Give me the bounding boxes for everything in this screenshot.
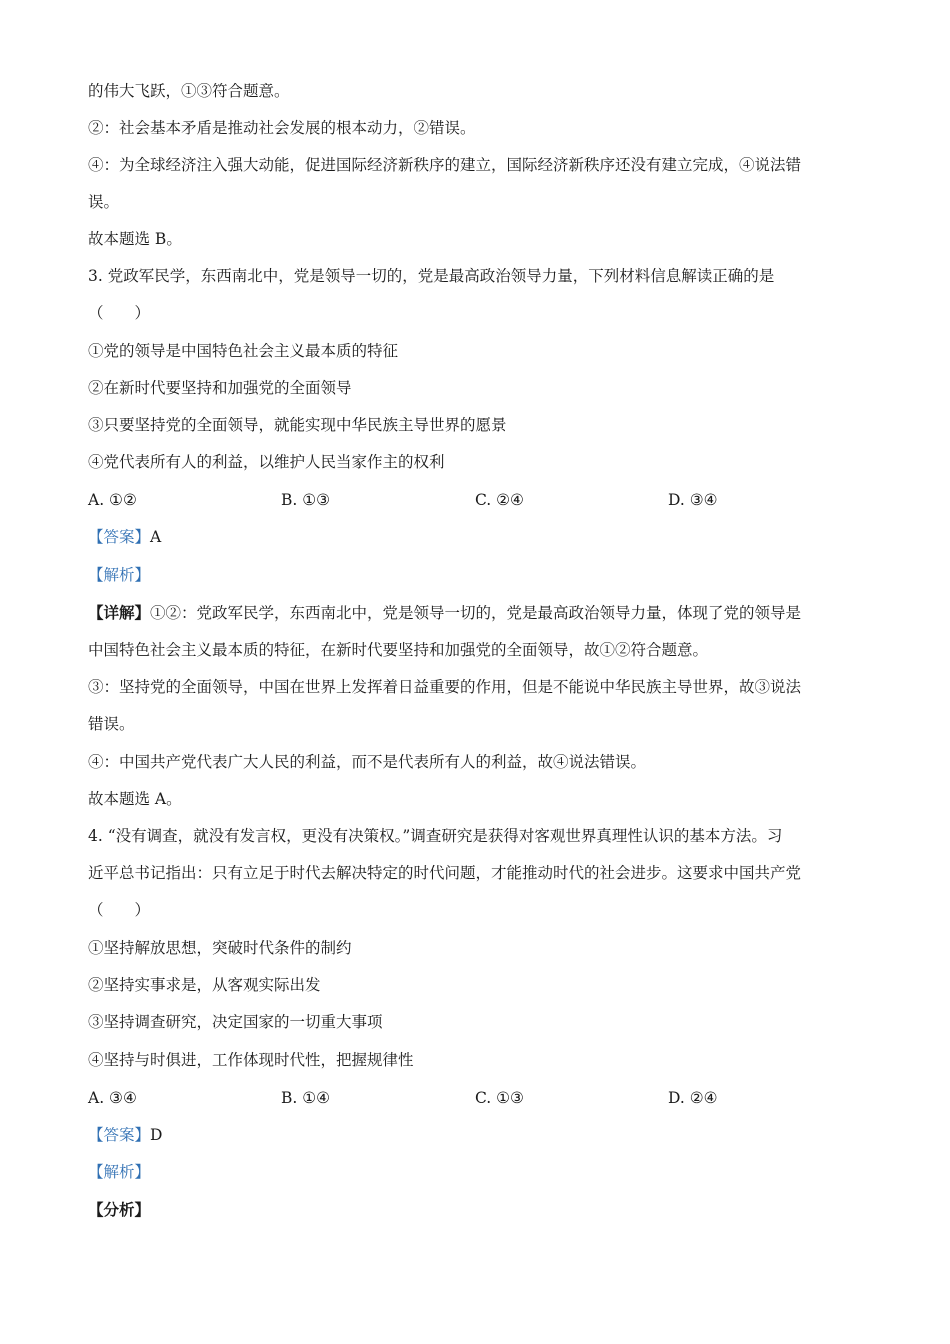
q2-conclusion: 故本题选 B。 [88,230,182,248]
q3-answer [88,527,868,547]
q3-item-3: ③只要坚持党的全面领导，就能实现中华民族主导世界的愿景 [88,416,507,434]
q3-option-c: C. ②④ [475,491,524,509]
q3-detail-line-2b: 错误。 [88,715,135,733]
q4-item-2: ②坚持实事求是，从客观实际出发 [88,976,321,994]
q3-stem-line-2: （ ） [88,304,151,322]
q4-item-4: ④坚持与时俱进，工作体现时代性，把握规律性 [88,1051,414,1069]
q4-fenxi-label: 【分析】 [88,1200,151,1219]
q3-option-d: D. ③④ [668,491,718,509]
q4-answer-label: 【答案】 [88,1126,151,1144]
q4-stem-line-2: 近平总书记指出：只有立足于时代去解决特定的时代问题，才能推动时代的社会进步。这要求中国共产党 [88,864,802,882]
q3-detail-text-1a: ①②：党政军民学，东西南北中，党是领导一切的，党是最高政治领导力量，体现了党的领导是 [150,604,802,622]
q3-analysis-label: 【解析】 [88,566,151,584]
q3-detail-label: 【详解】 [88,603,151,622]
q3-option-b: B. ①③ [281,491,331,509]
q3-detail-line-2a: ③：坚持党的全面领导，中国在世界上发挥着日益重要的作用，但是不能说中华民族主导世界，故③说法 [88,678,802,696]
q3-answer-label: 【答案】 [88,528,151,546]
q3-detail-line-3: ④：中国共产党代表广大人民的利益，而不是代表所有人的利益，故④说法错误。 [88,753,647,771]
q3-stem-line-1: 3. 党政军民学，东西南北中，党是领导一切的，党是最高政治领导力量，下列材料信息解读正确的是 [88,267,775,285]
q2-tail-line-1: 的伟大飞跃，①③符合题意。 [88,82,290,100]
q4-stem-line-1: 4. “没有调查，就没有发言权，更没有决策权。”调查研究是获得对客观世界真理性认识的基本方法。习 [88,827,783,845]
q4-stem-line-3: （ ） [88,901,151,919]
q4-option-b: B. ①④ [281,1089,331,1107]
q4-analysis-label: 【解析】 [88,1163,151,1181]
q4-item-3: ③坚持调查研究，决定国家的一切重大事项 [88,1013,383,1031]
q4-option-c: C. ①③ [475,1089,524,1107]
q3-detail-line-1a [88,603,868,623]
q2-tail-line-3a: ④：为全球经济注入强大动能，促进国际经济新秩序的建立，国际经济新秩序还没有建立完成，④说法错 [88,156,802,174]
q3-conclusion: 故本题选 A。 [88,790,182,808]
q4-answer-value: D [150,1126,163,1144]
q3-item-1: ①党的领导是中国特色社会主义最本质的特征 [88,342,399,360]
q2-tail-line-2: ②：社会基本矛盾是推动社会发展的根本动力，②错误。 [88,119,476,137]
q4-item-1: ①坚持解放思想，突破时代条件的制约 [88,939,352,957]
q3-item-2: ②在新时代要坚持和加强党的全面领导 [88,379,352,397]
q3-option-a: A. ①② [88,491,137,509]
q4-option-d: D. ②④ [668,1089,718,1107]
q2-tail-line-3b: 误。 [88,193,120,211]
q4-option-a: A. ③④ [88,1089,137,1107]
q3-item-4: ④党代表所有人的利益，以维护人民当家作主的权利 [88,453,445,471]
q3-detail-line-1b: 中国特色社会主义最本质的特征，在新时代要坚持和加强党的全面领导，故①②符合题意。 [88,641,709,659]
q4-answer [88,1125,868,1145]
q3-answer-value: A [150,528,162,546]
